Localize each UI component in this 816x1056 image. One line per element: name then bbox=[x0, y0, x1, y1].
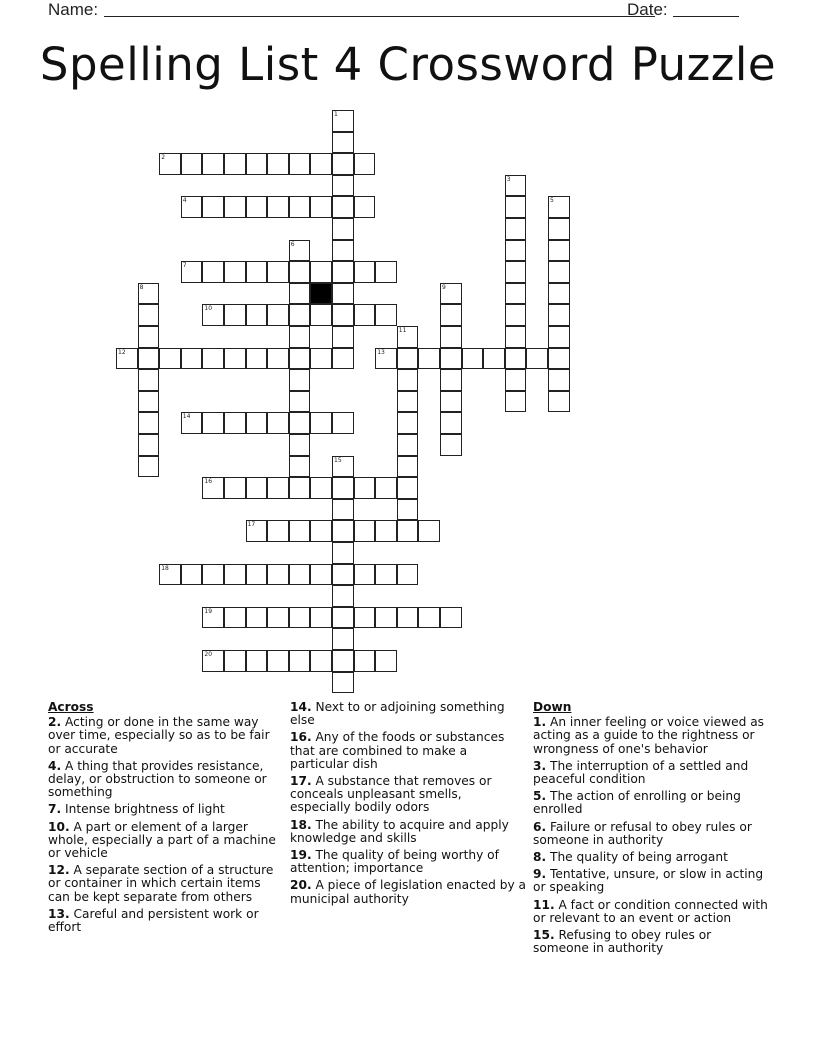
grid-cell[interactable] bbox=[310, 412, 332, 434]
grid-cell[interactable] bbox=[202, 650, 224, 672]
grid-cell[interactable] bbox=[267, 412, 289, 434]
clue-item bbox=[48, 716, 284, 756]
grid-cell[interactable] bbox=[289, 412, 311, 434]
grid-cell[interactable] bbox=[138, 348, 160, 370]
grid-cell[interactable] bbox=[246, 261, 268, 283]
grid-cell[interactable] bbox=[202, 304, 224, 326]
grid-cell[interactable] bbox=[375, 607, 397, 629]
grid-cell[interactable] bbox=[354, 261, 376, 283]
grid-cell[interactable] bbox=[202, 607, 224, 629]
grid-cell[interactable] bbox=[289, 348, 311, 370]
grid-cell[interactable] bbox=[246, 304, 268, 326]
grid-cell[interactable] bbox=[418, 348, 440, 370]
grid-cell[interactable] bbox=[440, 369, 462, 391]
grid-cell[interactable] bbox=[224, 348, 246, 370]
clue-number: 6 bbox=[290, 240, 295, 248]
grid-cell[interactable] bbox=[159, 348, 181, 370]
clue-item-text: Tentative, unsure, or slow in acting or speaking bbox=[533, 867, 764, 895]
clue-number: 10 bbox=[204, 305, 213, 313]
clue-item-number: 11. bbox=[533, 897, 555, 912]
grid-cell[interactable] bbox=[354, 304, 376, 326]
page-title: Spelling List 4 Crossword Puzzle bbox=[39, 38, 777, 91]
grid-cell[interactable] bbox=[332, 261, 354, 283]
grid-cell[interactable] bbox=[138, 283, 160, 305]
grid-cell[interactable] bbox=[267, 348, 289, 370]
grid-cell[interactable] bbox=[548, 391, 570, 413]
grid-cell[interactable] bbox=[354, 520, 376, 542]
grid-cell[interactable] bbox=[159, 153, 181, 175]
grid-cell[interactable] bbox=[505, 196, 527, 218]
grid-cell[interactable] bbox=[332, 520, 354, 542]
grid-cell[interactable] bbox=[548, 283, 570, 305]
name-label: Name: bbox=[48, 0, 99, 19]
clue-item-number: 1. bbox=[533, 715, 547, 730]
grid-cell[interactable] bbox=[354, 564, 376, 586]
clue-number: 19 bbox=[204, 607, 213, 615]
clue-number: 11 bbox=[398, 327, 407, 334]
grid-cell[interactable] bbox=[310, 477, 332, 499]
clue-item-text: A part or element of a larger whole, especially a part of a machine or vehicle bbox=[48, 819, 276, 861]
clue-number: 17 bbox=[247, 521, 256, 529]
grid-cell[interactable] bbox=[354, 650, 376, 672]
clue-item bbox=[290, 731, 526, 771]
grid-cell[interactable] bbox=[289, 240, 311, 262]
clue-item-number: 15. bbox=[533, 928, 555, 943]
grid-cell[interactable] bbox=[289, 607, 311, 629]
grid-cell[interactable] bbox=[181, 196, 203, 218]
grid-cell[interactable] bbox=[332, 348, 354, 370]
clue-item bbox=[48, 821, 284, 861]
clue-item-text: A separate section of a structure or container in which certain items can be kept separate from others bbox=[48, 863, 274, 904]
clue-item-number: 14. bbox=[290, 700, 312, 714]
grid-cell[interactable] bbox=[440, 412, 462, 434]
grid-cell[interactable] bbox=[548, 304, 570, 326]
grid-cell[interactable] bbox=[397, 520, 419, 542]
grid-cell[interactable] bbox=[440, 348, 462, 370]
clue-item bbox=[290, 879, 526, 905]
grid-cell[interactable] bbox=[332, 132, 354, 154]
grid-cell[interactable] bbox=[246, 520, 268, 542]
clue-item-number: 9. bbox=[533, 867, 547, 882]
grid-cell[interactable] bbox=[289, 326, 311, 348]
grid-cell[interactable] bbox=[375, 477, 397, 499]
clue-item-number: 6. bbox=[533, 819, 547, 834]
grid-cell[interactable] bbox=[289, 650, 311, 672]
grid-cell[interactable] bbox=[440, 391, 462, 413]
grid-cell[interactable] bbox=[505, 283, 527, 305]
grid-cell[interactable] bbox=[505, 391, 527, 413]
clues-column-3 bbox=[533, 701, 769, 959]
grid-cell[interactable] bbox=[289, 391, 311, 413]
grid-cell[interactable] bbox=[332, 628, 354, 650]
clue-item-number: 5. bbox=[533, 789, 547, 804]
grid-cell[interactable] bbox=[310, 520, 332, 542]
clue-number: 18 bbox=[161, 564, 169, 572]
grid-cell[interactable] bbox=[289, 196, 311, 218]
grid-cell[interactable] bbox=[332, 672, 354, 694]
clue-item bbox=[48, 803, 284, 816]
clue-item bbox=[533, 899, 769, 925]
grid-cell[interactable] bbox=[181, 153, 203, 175]
grid-cell[interactable] bbox=[267, 153, 289, 175]
across-clue-list-continued bbox=[290, 701, 526, 906]
grid-cell[interactable] bbox=[397, 607, 419, 629]
grid-cell[interactable] bbox=[397, 564, 419, 586]
grid-cell[interactable] bbox=[332, 564, 354, 586]
clue-number: 14 bbox=[182, 413, 191, 421]
grid-cell[interactable] bbox=[440, 304, 462, 326]
grid-cell[interactable] bbox=[289, 564, 311, 586]
clue-item bbox=[48, 760, 284, 800]
grid-cell[interactable] bbox=[159, 564, 181, 586]
clue-item bbox=[533, 790, 769, 816]
clue-item-number: 13. bbox=[48, 906, 70, 921]
grid-cell[interactable] bbox=[289, 477, 311, 499]
grid-cell[interactable] bbox=[505, 240, 527, 262]
clue-item-text: Failure or refusal to obey rules or someone in authority bbox=[533, 819, 752, 847]
grid-cell[interactable] bbox=[354, 477, 376, 499]
clue-item-number: 16. bbox=[290, 730, 312, 745]
clue-item-text: An inner feeling or voice viewed as acting as a guide to the rightness or wrongness of one's behavior bbox=[533, 715, 765, 756]
across-heading: Across bbox=[48, 700, 94, 714]
grid-cell[interactable] bbox=[138, 326, 160, 348]
grid-cell[interactable] bbox=[397, 348, 419, 370]
clue-item-text: The quality of being worthy of attention; importance bbox=[290, 848, 499, 876]
clue-item bbox=[290, 849, 526, 875]
grid-cell[interactable] bbox=[332, 240, 354, 262]
clue-item-text: A piece of legislation enacted by a municipal authority bbox=[290, 878, 526, 906]
grid-cell[interactable] bbox=[332, 326, 354, 348]
grid-cell[interactable] bbox=[397, 456, 419, 478]
clue-item-text: Careful and persistent work or effort bbox=[48, 906, 259, 935]
grid-cell[interactable] bbox=[505, 175, 527, 197]
grid-cell[interactable] bbox=[138, 434, 160, 456]
grid-cell[interactable] bbox=[138, 304, 160, 326]
grid-cell[interactable] bbox=[246, 607, 268, 629]
clue-item bbox=[48, 864, 284, 904]
clue-item-number: 2. bbox=[48, 715, 62, 730]
grid-cell[interactable] bbox=[332, 196, 354, 218]
clue-item-text: The ability to acquire and apply knowledge and skills bbox=[290, 817, 509, 845]
grid-cell[interactable] bbox=[202, 196, 224, 218]
clue-item-text: A fact or condition connected with or relevant to an event or action bbox=[533, 897, 768, 925]
grid-cell[interactable] bbox=[354, 153, 376, 175]
grid-cell[interactable] bbox=[246, 477, 268, 499]
clue-item-number: 7. bbox=[48, 802, 62, 817]
clue-number: 2 bbox=[161, 154, 166, 162]
grid-cell[interactable] bbox=[116, 348, 138, 370]
clue-item-text: Acting or done in the same way over time, especially so as to be fair or accurate bbox=[48, 715, 270, 756]
grid-cell[interactable] bbox=[289, 456, 311, 478]
down-clue-list bbox=[533, 716, 769, 955]
grid-cell[interactable] bbox=[397, 499, 419, 521]
clue-number: 3 bbox=[506, 175, 511, 183]
grid-cell[interactable] bbox=[224, 564, 246, 586]
clues-column-1 bbox=[48, 701, 284, 938]
grid-cell[interactable] bbox=[332, 499, 354, 521]
clue-number: 13 bbox=[377, 348, 385, 356]
grid-cell[interactable] bbox=[310, 261, 332, 283]
grid-cell[interactable] bbox=[267, 261, 289, 283]
grid-cell[interactable] bbox=[440, 326, 462, 348]
clue-item-text: Intense brightness of light bbox=[61, 802, 225, 817]
clue-item-text: Next to or adjoining something else bbox=[290, 700, 505, 728]
clue-item-text: Refusing to obey rules or someone in authority bbox=[533, 928, 712, 956]
clue-number: 15 bbox=[334, 456, 342, 464]
grid-cell[interactable] bbox=[332, 585, 354, 607]
clue-number: 7 bbox=[182, 262, 187, 270]
grid-cell[interactable] bbox=[224, 196, 246, 218]
grid-cell[interactable] bbox=[224, 412, 246, 434]
clue-item-text: A substance that removes or conceals unpleasant smells, especially bodily odors bbox=[290, 774, 492, 815]
grid-cell[interactable] bbox=[332, 456, 354, 478]
grid-cell[interactable] bbox=[289, 434, 311, 456]
grid-cell[interactable] bbox=[440, 434, 462, 456]
grid-cell[interactable] bbox=[375, 650, 397, 672]
grid-cell[interactable] bbox=[310, 564, 332, 586]
grid-cell[interactable] bbox=[224, 153, 246, 175]
grid-cell[interactable] bbox=[440, 283, 462, 305]
grid-cell[interactable] bbox=[246, 153, 268, 175]
grid-cell[interactable] bbox=[440, 607, 462, 629]
grid-cell[interactable] bbox=[289, 153, 311, 175]
grid-cell[interactable] bbox=[397, 477, 419, 499]
clue-item-text: The interruption of a settled and peaceful condition bbox=[533, 758, 749, 787]
grid-cell[interactable] bbox=[548, 369, 570, 391]
clue-number: 12 bbox=[118, 348, 126, 356]
grid-cell[interactable] bbox=[505, 348, 527, 370]
black-cell bbox=[310, 283, 332, 305]
grid-cell[interactable] bbox=[375, 261, 397, 283]
grid-cell[interactable] bbox=[267, 650, 289, 672]
grid-cell[interactable] bbox=[310, 650, 332, 672]
down-heading: Down bbox=[533, 700, 572, 714]
grid-cell[interactable] bbox=[246, 650, 268, 672]
grid-cell[interactable] bbox=[267, 304, 289, 326]
clue-item bbox=[533, 760, 769, 786]
grid-cell[interactable] bbox=[332, 477, 354, 499]
grid-cell[interactable] bbox=[375, 304, 397, 326]
clue-number: 5 bbox=[550, 197, 554, 205]
across-clue-list bbox=[48, 716, 284, 934]
grid-cell[interactable] bbox=[267, 607, 289, 629]
clue-item-number: 3. bbox=[533, 758, 547, 773]
date-label: Date: bbox=[627, 0, 668, 19]
clue-item-text: Any of the foods or substances that are combined to make a particular dish bbox=[290, 730, 505, 771]
clue-item-number: 10. bbox=[48, 819, 70, 834]
clue-item-text: A thing that provides resistance, delay, or obstruction to someone or something bbox=[48, 758, 267, 800]
clue-item-number: 12. bbox=[48, 863, 70, 878]
clue-item bbox=[290, 775, 526, 815]
grid-cell[interactable] bbox=[246, 564, 268, 586]
grid-cell[interactable] bbox=[354, 607, 376, 629]
grid-cell[interactable] bbox=[505, 304, 527, 326]
grid-cell[interactable] bbox=[138, 369, 160, 391]
grid-cell[interactable] bbox=[375, 520, 397, 542]
grid-cell[interactable] bbox=[202, 564, 224, 586]
grid-cell[interactable] bbox=[289, 283, 311, 305]
clue-item bbox=[48, 908, 284, 934]
grid-cell[interactable] bbox=[181, 261, 203, 283]
grid-cell[interactable] bbox=[202, 477, 224, 499]
clue-item bbox=[290, 701, 526, 727]
clue-item-text: The action of enrolling or being enrolled bbox=[533, 789, 741, 817]
grid-cell[interactable] bbox=[462, 348, 484, 370]
grid-cell[interactable] bbox=[505, 369, 527, 391]
grid-cell[interactable] bbox=[375, 348, 397, 370]
clue-item-number: 4. bbox=[48, 758, 62, 773]
grid-cell[interactable] bbox=[310, 607, 332, 629]
grid-cell[interactable] bbox=[289, 261, 311, 283]
grid-cell[interactable] bbox=[332, 607, 354, 629]
grid-cell[interactable] bbox=[267, 520, 289, 542]
grid-cell[interactable] bbox=[548, 218, 570, 240]
grid-cell[interactable] bbox=[224, 607, 246, 629]
grid-cell[interactable] bbox=[310, 348, 332, 370]
clue-item-number: 19. bbox=[290, 848, 312, 863]
grid-cell[interactable] bbox=[310, 304, 332, 326]
clue-item bbox=[533, 821, 769, 847]
grid-cell[interactable] bbox=[483, 348, 505, 370]
clue-item bbox=[533, 851, 769, 864]
grid-cell[interactable] bbox=[246, 412, 268, 434]
clue-number: 9 bbox=[442, 283, 446, 291]
clue-item bbox=[533, 868, 769, 894]
clue-number: 1 bbox=[334, 111, 338, 118]
grid-cell[interactable] bbox=[332, 218, 354, 240]
grid-cell[interactable] bbox=[310, 153, 332, 175]
grid-cell[interactable] bbox=[548, 196, 570, 218]
grid-cell[interactable] bbox=[418, 520, 440, 542]
grid-cell[interactable] bbox=[505, 261, 527, 283]
grid-cell[interactable] bbox=[548, 240, 570, 262]
grid-cell[interactable] bbox=[332, 542, 354, 564]
clues-column-2 bbox=[290, 701, 526, 910]
grid-cell[interactable] bbox=[224, 261, 246, 283]
grid-cell[interactable] bbox=[138, 412, 160, 434]
grid-cell[interactable] bbox=[138, 456, 160, 478]
grid-cell[interactable] bbox=[224, 650, 246, 672]
grid-cell[interactable] bbox=[181, 564, 203, 586]
clue-item bbox=[533, 716, 769, 756]
grid-cell[interactable] bbox=[397, 412, 419, 434]
grid-cell[interactable] bbox=[397, 434, 419, 456]
grid-cell[interactable] bbox=[505, 326, 527, 348]
grid-cell[interactable] bbox=[332, 650, 354, 672]
grid-cell[interactable] bbox=[310, 196, 332, 218]
grid-cell[interactable] bbox=[505, 218, 527, 240]
grid-cell[interactable] bbox=[246, 196, 268, 218]
clue-item-text: The quality of being arrogant bbox=[546, 850, 728, 865]
grid-cell[interactable] bbox=[332, 175, 354, 197]
grid-cell[interactable] bbox=[332, 283, 354, 305]
grid-cell[interactable] bbox=[548, 326, 570, 348]
grid-cell[interactable] bbox=[224, 304, 246, 326]
grid-cell[interactable] bbox=[526, 348, 548, 370]
grid-cell[interactable] bbox=[397, 391, 419, 413]
grid-cell[interactable] bbox=[246, 348, 268, 370]
grid-cell[interactable] bbox=[548, 261, 570, 283]
clue-number: 8 bbox=[139, 283, 144, 291]
grid-cell[interactable] bbox=[181, 412, 203, 434]
grid-cell[interactable] bbox=[354, 196, 376, 218]
grid-cell[interactable] bbox=[289, 369, 311, 391]
grid-cell[interactable] bbox=[397, 369, 419, 391]
grid-cell[interactable] bbox=[289, 304, 311, 326]
grid-cell[interactable] bbox=[202, 348, 224, 370]
grid-cell[interactable] bbox=[332, 153, 354, 175]
grid-cell[interactable] bbox=[224, 477, 246, 499]
grid-cell[interactable] bbox=[267, 477, 289, 499]
clue-number: 4 bbox=[182, 197, 187, 205]
grid-cell[interactable] bbox=[202, 412, 224, 434]
grid-cell[interactable] bbox=[418, 607, 440, 629]
grid-cell[interactable] bbox=[202, 153, 224, 175]
grid-cell[interactable] bbox=[548, 348, 570, 370]
grid-cell[interactable] bbox=[138, 391, 160, 413]
grid-cell[interactable] bbox=[332, 110, 354, 132]
clue-item-number: 18. bbox=[290, 817, 312, 832]
clue-number: 20 bbox=[204, 651, 213, 658]
clue-item bbox=[290, 819, 526, 845]
clue-item bbox=[533, 929, 769, 955]
grid-cell[interactable] bbox=[202, 261, 224, 283]
grid-cell[interactable] bbox=[375, 564, 397, 586]
grid-cell[interactable] bbox=[332, 412, 354, 434]
clue-item-number: 20. bbox=[290, 878, 312, 893]
grid-cell[interactable] bbox=[397, 326, 419, 348]
clue-number: 16 bbox=[204, 478, 213, 486]
grid-cell[interactable] bbox=[181, 348, 203, 370]
grid-cell[interactable] bbox=[289, 520, 311, 542]
grid-cell[interactable] bbox=[267, 196, 289, 218]
clue-item-number: 8. bbox=[533, 850, 547, 865]
clue-item-number: 17. bbox=[290, 774, 312, 789]
grid-cell[interactable] bbox=[267, 564, 289, 586]
grid-cell[interactable] bbox=[332, 304, 354, 326]
